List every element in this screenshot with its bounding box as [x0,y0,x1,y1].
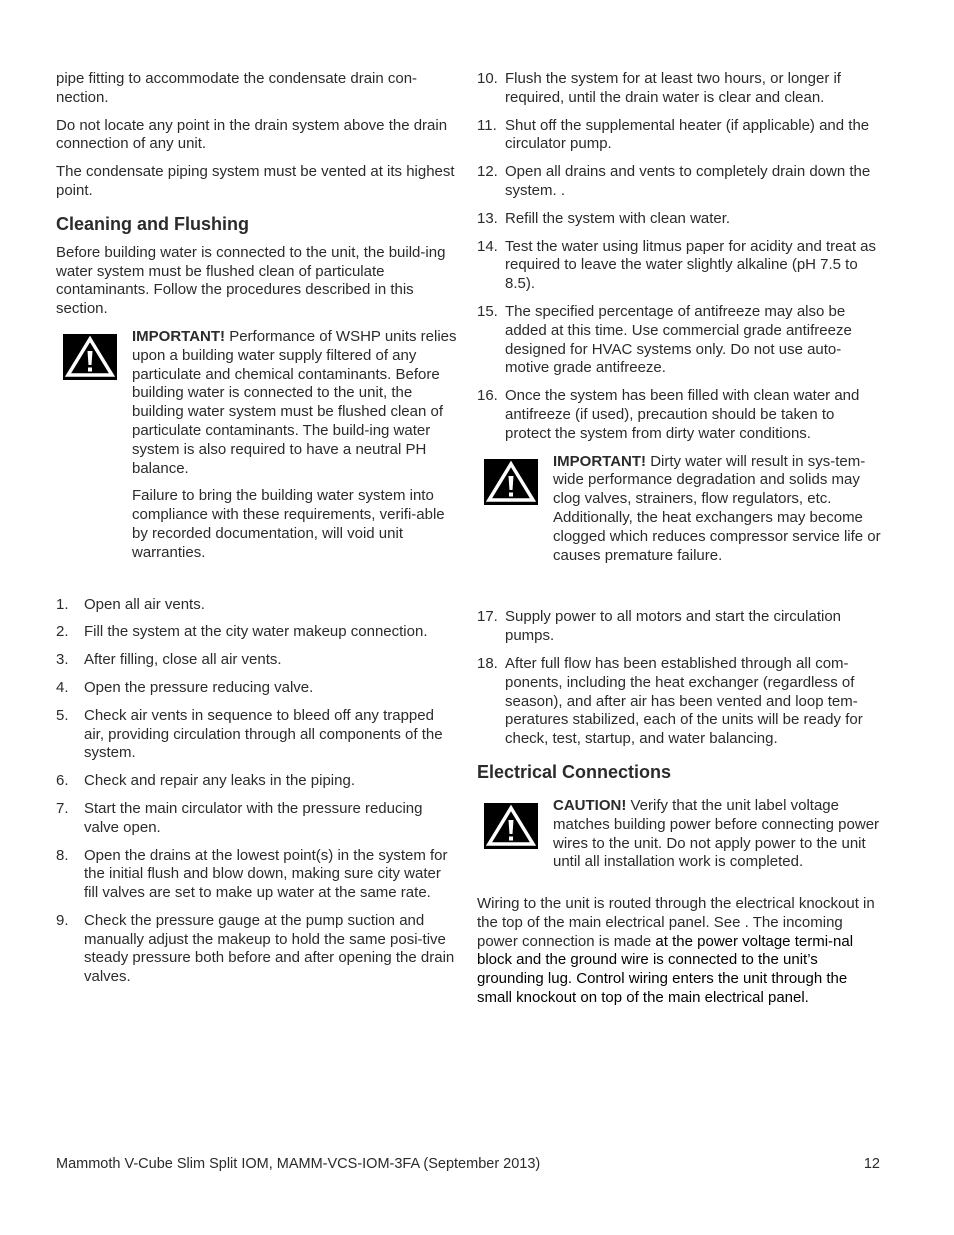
list-item: 9. Check the pressure gauge at the pump suction and manually adjust the makeup to hold the same posi-tive steady pressure both before and after opening the drain valves. [56,911,455,986]
list-item: 1. Open all air vents. [56,595,205,613]
list-item: 4. Open the pressure reducing valve. [56,678,314,696]
section-heading-cleaning: Cleaning and Flushing [56,213,249,234]
paragraph: pipe fitting to accommodate the condensate drain con-nection. [56,70,418,106]
paragraph: Wiring to the unit is routed through the electrical knockout in the top of the main electrical panel. See . The incoming power connection is made at the power voltage termi-nal block and the ground wire is connected to the unit’s grounding lug. Control wiring enters the unit through the small knockout on top of the main electrical panel. [477,895,875,1007]
page-number: 12 [863,1156,880,1172]
important-notice [477,453,881,575]
steps-list [56,596,458,988]
list-item: 16. Once the system has been filled with clean water and antifreeze (if used), precaution should be taken to protect the system from dirty water conditions. [477,387,860,442]
list-item: 7. Start the main circulator with the pressure reducing valve open. [56,799,423,836]
list-item: 6. Check and repair any leaks in the piping. [56,772,355,790]
paragraph: The condensate piping system must be vented at its highest point. [56,163,455,199]
list-item: 18. After full flow has been established through all com-ponents, including the heat exchanger (regardless of season), and after air has been vented and loop tem-peratures stabilized, each of the units will be ready for check, test, startup, and water balancing. [477,654,863,748]
list-item: 10. Flush the system for at least two hours, or longer if required, until the drain water is clear and clean. [477,70,841,106]
right-column [477,70,881,1017]
notice-text: CAUTION! Verify that the unit label voltage matches building power before connecting power wires to the unit. Do not apply power to the unit until all installation work is completed. [553,796,880,871]
list-item: 17. Supply power to all motors and start the circulation pumps. [477,608,841,645]
important-notice [56,328,458,572]
paragraph: Before building water is connected to the unit, the build-ing water system must be flushed clean of particulate contaminants. Follow the procedures described in this section. [56,243,446,318]
list-item: 8. Open the drains at the lowest point(s) in the system for the initial flush and blow down, making sure city water fill valves are set to make up water at the same rate. [56,846,448,902]
warning-triangle-icon [477,453,553,505]
notice-text: IMPORTANT! Performance of WSHP units relies upon a building water supply filtered of any particulate and chemical contaminants. Before building water is connected to the unit, the building water system must be flushed clean of particulate contaminants. The build-ing water system is also required to have a neutral PH balance. [132,327,457,477]
left-column [56,70,458,996]
paragraph: Do not locate any point in the drain system above the drain connection of any unit. [56,116,448,153]
caution-notice [477,797,881,881]
list-item: 12. Open all drains and vents to completely drain down the system. . [477,163,871,199]
notice-text: IMPORTANT! Dirty water will result in sys-tem-wide performance degradation and solids may clog valves, strainers, flow regulators, etc. Additionally, the heat exchangers may become clogged which reduces compressor service life or causes premature failure. [553,452,881,564]
list-item: 3. After filling, close all air vents. [56,651,282,669]
warning-triangle-icon [56,328,132,380]
list-item: 13. Refill the system with clean water. [477,209,731,227]
list-item: 5. Check air vents in sequence to bleed off any trapped air, providing circulation through all components of the system. [56,706,443,762]
list-item: 2. Fill the system at the city water makeup connection. [56,623,428,641]
steps-list [477,70,881,444]
list-item: 15. The specified percentage of antifreeze may also be added at this time. Use commercial grade antifreeze designed for HVAC systems only. Do not use auto-motive grade antifreeze. [477,302,852,377]
notice-lead: CAUTION! [553,796,627,814]
notice-lead: IMPORTANT! [132,327,226,345]
list-item: 11. Shut off the supplemental heater (if applicable) and the circulator pump. [477,116,870,153]
notice-lead: IMPORTANT! [553,452,647,470]
list-item: 14. Test the water using litmus paper for acidity and treat as required to leave the water slightly alkaline (pH 7.5 to 8.5). [477,237,877,293]
steps-list [477,608,881,749]
footer-document-title: Mammoth V-Cube Slim Split IOM, MAMM-VCS-IOM-3FA (September 2013) [56,1156,541,1172]
section-heading-electrical: Electrical Connections [477,761,672,782]
page-footer [56,1155,880,1174]
warning-triangle-icon [477,797,553,849]
notice-text: Failure to bring the building water system into compliance with these requirements, verifi-able by recorded documentation, will void unit warranties. [132,487,445,561]
